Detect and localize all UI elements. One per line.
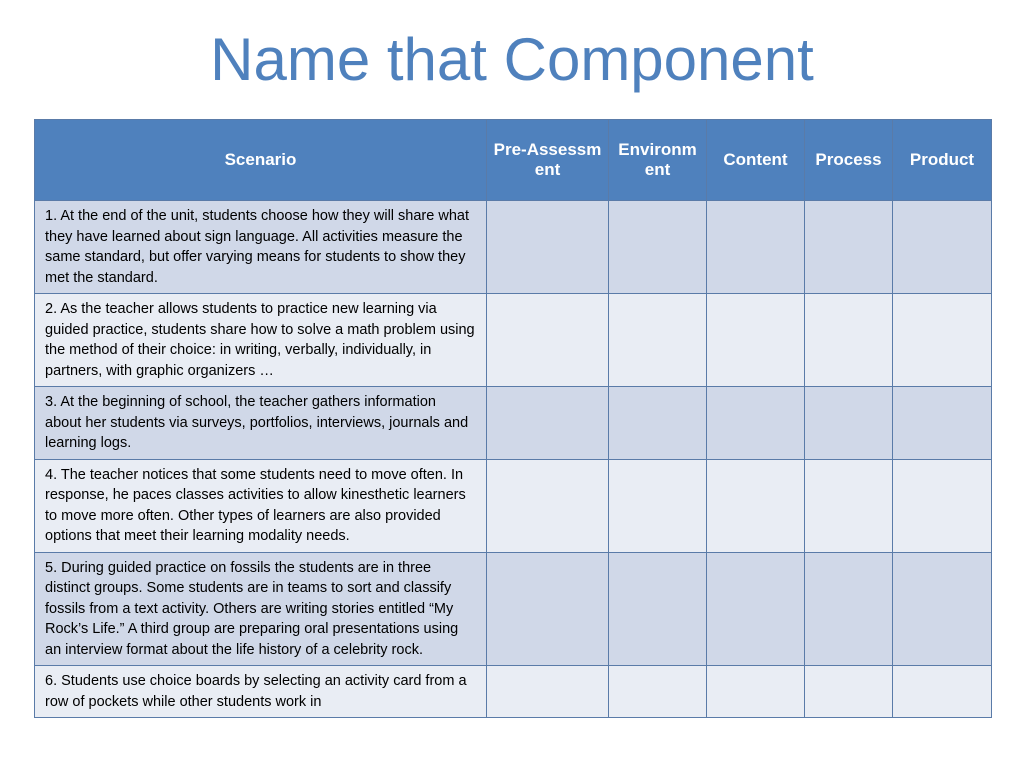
answer-cell-content bbox=[707, 459, 805, 552]
answer-cell-content bbox=[707, 666, 805, 718]
answer-cell-pre-assessment bbox=[487, 666, 609, 718]
component-table bbox=[34, 119, 992, 718]
answer-cell-process bbox=[805, 552, 893, 666]
answer-cell-product bbox=[893, 294, 992, 387]
table-row bbox=[35, 294, 992, 387]
answer-cell-environment bbox=[609, 666, 707, 718]
answer-cell-product bbox=[893, 387, 992, 460]
answer-cell-pre-assessment bbox=[487, 552, 609, 666]
answer-cell-pre-assessment bbox=[487, 294, 609, 387]
scenario-cell: 2. As the teacher allows students to practice new learning via guided practice, students share how to solve a math problem using the method of their choice: in writing, verbally, individually, in partners, with graphic organizers … bbox=[35, 294, 487, 387]
table-row bbox=[35, 552, 992, 666]
table-row bbox=[35, 666, 992, 718]
scenario-cell: 4. The teacher notices that some students need to move often. In response, he paces classes activities to allow kinesthetic learners to move more often. Other types of learners are also provided options that meet their learning modality needs. bbox=[35, 459, 487, 552]
answer-cell-pre-assessment bbox=[487, 387, 609, 460]
header-pre-assessment: Pre-Assessment bbox=[487, 120, 609, 201]
scenario-cell: 5. During guided practice on fossils the students are in three distinct groups. Some students are in teams to sort and classify fossils from a text activity. Others are writing stories entitled “My Rock’s Life.” A third group are preparing oral presentations using an interview format about the life history of a celebrity rock. bbox=[35, 552, 487, 666]
answer-cell-content bbox=[707, 387, 805, 460]
answer-cell-environment bbox=[609, 552, 707, 666]
answer-cell-process bbox=[805, 201, 893, 294]
answer-cell-content bbox=[707, 294, 805, 387]
header-process: Process bbox=[805, 120, 893, 201]
answer-cell-product bbox=[893, 201, 992, 294]
scenario-cell: 3. At the beginning of school, the teacher gathers information about her students via surveys, portfolios, interviews, journals and learning logs. bbox=[35, 387, 487, 460]
header-row bbox=[35, 120, 992, 201]
header-content: Content bbox=[707, 120, 805, 201]
answer-cell-process bbox=[805, 387, 893, 460]
answer-cell-product bbox=[893, 552, 992, 666]
header-scenario: Scenario bbox=[35, 120, 487, 201]
answer-cell-product bbox=[893, 459, 992, 552]
answer-cell-pre-assessment bbox=[487, 459, 609, 552]
scenario-cell: 6. Students use choice boards by selecting an activity card from a row of pockets while other students work in bbox=[35, 666, 487, 718]
answer-cell-process bbox=[805, 459, 893, 552]
table-row bbox=[35, 459, 992, 552]
slide-title: Name that Component bbox=[210, 26, 814, 93]
header-environment: Environment bbox=[609, 120, 707, 201]
answer-cell-environment bbox=[609, 387, 707, 460]
answer-cell-environment bbox=[609, 201, 707, 294]
table-row bbox=[35, 201, 992, 294]
answer-cell-content bbox=[707, 201, 805, 294]
answer-cell-environment bbox=[609, 459, 707, 552]
answer-cell-process bbox=[805, 294, 893, 387]
table-row bbox=[35, 387, 992, 460]
answer-cell-content bbox=[707, 552, 805, 666]
answer-cell-environment bbox=[609, 294, 707, 387]
answer-cell-process bbox=[805, 666, 893, 718]
answer-cell-pre-assessment bbox=[487, 201, 609, 294]
scenario-cell: 1. At the end of the unit, students choose how they will share what they have learned about sign language. All activities measure the same standard, but offer varying means for students to show they met the standard. bbox=[35, 201, 487, 294]
answer-cell-product bbox=[893, 666, 992, 718]
header-product: Product bbox=[893, 120, 992, 201]
